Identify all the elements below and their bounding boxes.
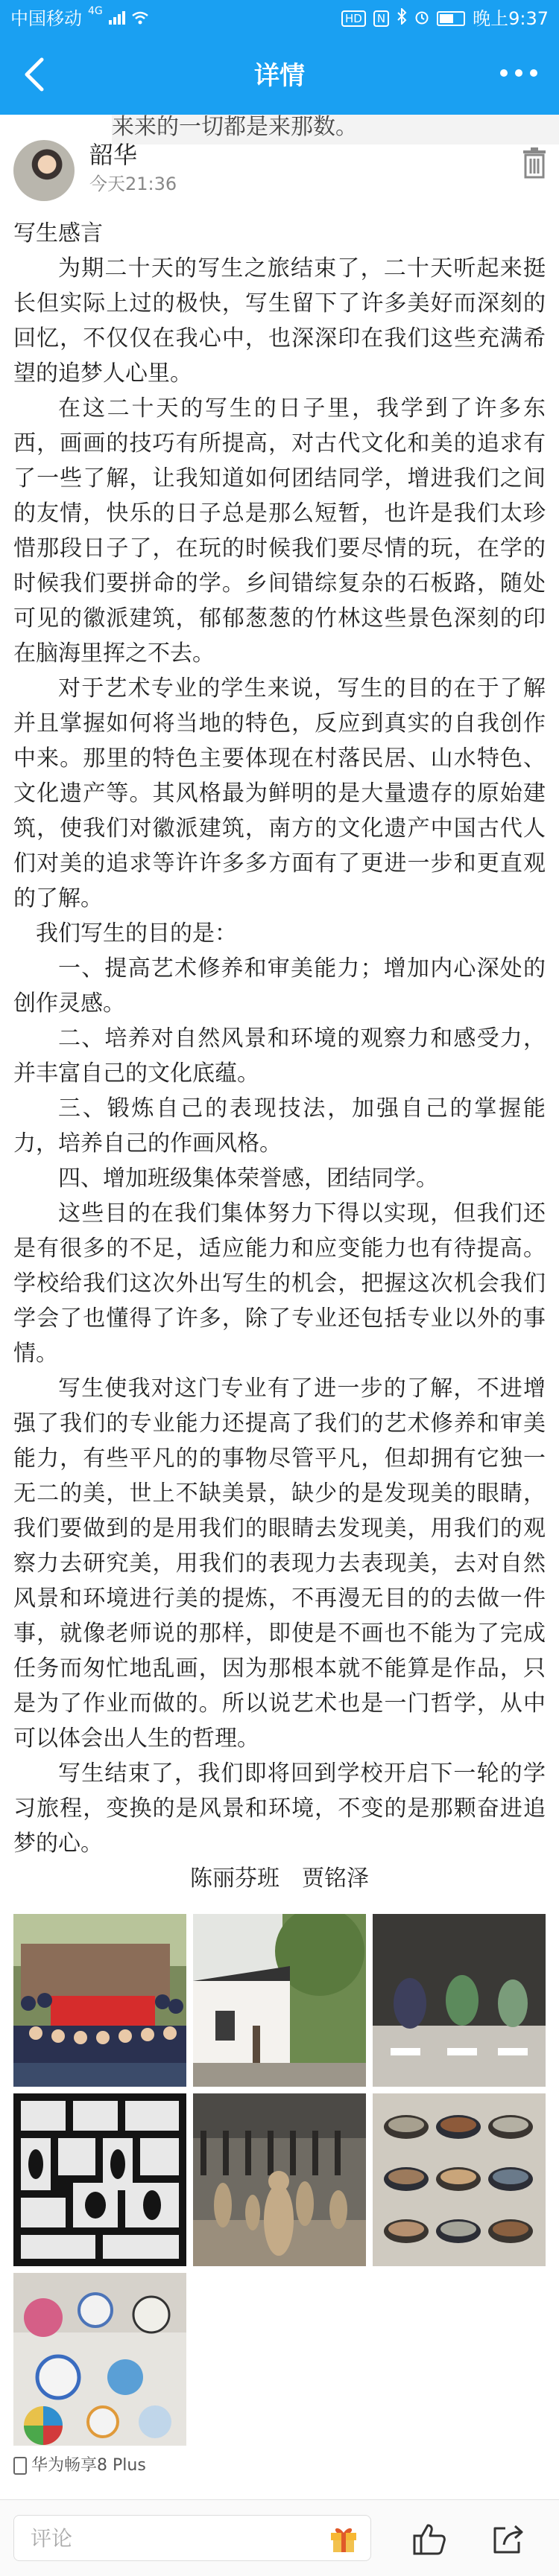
more-button[interactable] xyxy=(495,58,543,94)
more-dots-icon xyxy=(498,58,540,88)
battery-icon xyxy=(437,11,465,26)
village-street-photo[interactable] xyxy=(193,1914,366,2087)
paragraph-goals-heading: 我们写生的目的是： xyxy=(36,920,237,947)
bluetooth-icon xyxy=(397,0,407,37)
paragraph-conclusion: 写生结束了，我们即将回到学校开启下一轮的学习旅程，变换的是风景和环境，不变的是那颗奋进追梦的心。 xyxy=(13,1761,546,1857)
carrier-label: 中国移动 xyxy=(10,8,82,29)
paragraph-learning: 在这二十天的写生的日子里，我学到了许多东西，画画的技巧有所提高，对古代文化和美的追求有了一些了解，让我知道如何团结同学，增进我们之间的友情，快乐的日子总是那么短暂，也许是我们太珍惜那段日子了，在玩的时候我们要尽情的玩，在学的时候我们要拼命的学。乡间错综复杂的石板路，随处可见的徽派建筑，郁郁葱葱的竹林这些景色深刻的印在脑海里挥之不去。 xyxy=(13,395,546,667)
hd-badge: HD xyxy=(341,10,366,27)
delete-button[interactable] xyxy=(522,146,547,179)
alarm-icon xyxy=(414,0,429,37)
museum-eggs-photo[interactable] xyxy=(373,1914,546,2087)
paragraph-reflection: 写生使我对这门专业有了进一步的了解，不进增强了我们的专业能力还提高了我们的艺术修养和审美能力，有些平凡的的事物尽管平凡，但却拥有它独一无二的美，世上不缺美景，缺少的是发现美的眼睛，我们要做到的是用我们的眼睛去发现美，用我们的观察力去研究美，用我们的表现力去表现美，去对自然风景和环境进行美的提炼，不再漫无目的的去做一件事，就像老师说的那样，即使是不画也不能为了完成任务而匆忙地乱画，因为那根本就不能算是作品，只是为了作业而做的。所以说艺术也是一门哲学，从中可以体会出人生的哲理。 xyxy=(13,1376,546,1752)
gift-icon xyxy=(328,2522,359,2554)
painted-plates-photo[interactable] xyxy=(13,2273,186,2446)
ceramic-bowls-photo[interactable] xyxy=(373,2093,546,2266)
avatar[interactable] xyxy=(13,140,75,201)
group-photo[interactable] xyxy=(13,1914,186,2087)
network-label: 4G xyxy=(88,5,103,17)
comment-input[interactable] xyxy=(13,2515,371,2561)
paragraph-intro: 为期二十天的写生之旅结束了，二十天听起来挺长但实际上过的极快，写生留下了许多美好而深刻的回忆，不仅仅在我心中，也深深印在我们这些充满希望的追梦人心里。 xyxy=(13,255,546,387)
post-time: 今天21:36 xyxy=(89,174,177,194)
article-heading: 写生感言 xyxy=(13,220,103,247)
page-title: 详情 xyxy=(254,61,305,91)
like-button[interactable] xyxy=(411,2521,447,2557)
share-button[interactable] xyxy=(490,2521,526,2557)
bottom-action-bar xyxy=(0,2499,559,2576)
article-signature: 陈丽芬班 贾铭泽 xyxy=(190,1866,369,1892)
clock-label: 晚上9:37 xyxy=(473,8,549,29)
goal-item-1: 一、提高艺术修养和审美能力；增加内心深处的创作灵感。 xyxy=(13,955,546,1017)
trash-icon xyxy=(522,146,547,179)
device-source xyxy=(13,2455,146,2477)
share-icon xyxy=(490,2521,526,2557)
cropped-banner-text: 来来的一切都是来那数。 xyxy=(112,115,559,144)
goal-item-4: 四、增加班级集体荣誉感，团结同学。 xyxy=(58,1165,438,1192)
nfc-badge: N xyxy=(373,10,389,27)
signal-icon xyxy=(109,0,125,37)
goal-item-3: 三、锻炼自己的表现技法，加强自己的掌握能力，培养自己的作画风格。 xyxy=(13,1095,546,1157)
comment-placeholder: 评论 xyxy=(31,2526,73,2551)
device-label: 华为畅享8 Plus xyxy=(31,2456,146,2475)
paragraph-purpose: 对于艺术专业的学生来说，写生的目的在于了解并且掌握如何将当地的特色，反应到真实的自我创作中来。那里的特色主要体现在村落民居、山水特色、文化遗产等。其风格最为鲜明的是大量遗存的原始建筑，使我们对徽派建筑，南方的文化遗产中国古代人们对美的追求等许许多多方面有了更进一步和更直观的了解。 xyxy=(13,675,546,912)
phone-icon xyxy=(13,2457,27,2475)
goal-item-2: 二、培养对自然风景和环境的观察力和感受力，并丰富自己的文化底蕴。 xyxy=(13,1025,546,1087)
article-body xyxy=(13,216,546,1896)
window-lattice-photo[interactable] xyxy=(13,2093,186,2266)
author-name[interactable]: 韶华 xyxy=(89,141,138,169)
nav-bar xyxy=(0,37,559,115)
wifi-icon xyxy=(131,0,149,37)
gift-button[interactable] xyxy=(328,2522,359,2554)
thumbs-up-icon xyxy=(411,2521,447,2557)
paragraph-achievement: 这些目的在我们集体努力下得以实现，但我们还是有很多的不足，适应能力和应变能力也有待提高。学校给我们这次外出写生的机会，把握这次机会我们学会了也懂得了许多，除了专业还包括专业以外的事情。 xyxy=(13,1200,546,1367)
terracotta-figures-photo[interactable] xyxy=(193,2093,366,2266)
status-bar xyxy=(0,0,559,37)
